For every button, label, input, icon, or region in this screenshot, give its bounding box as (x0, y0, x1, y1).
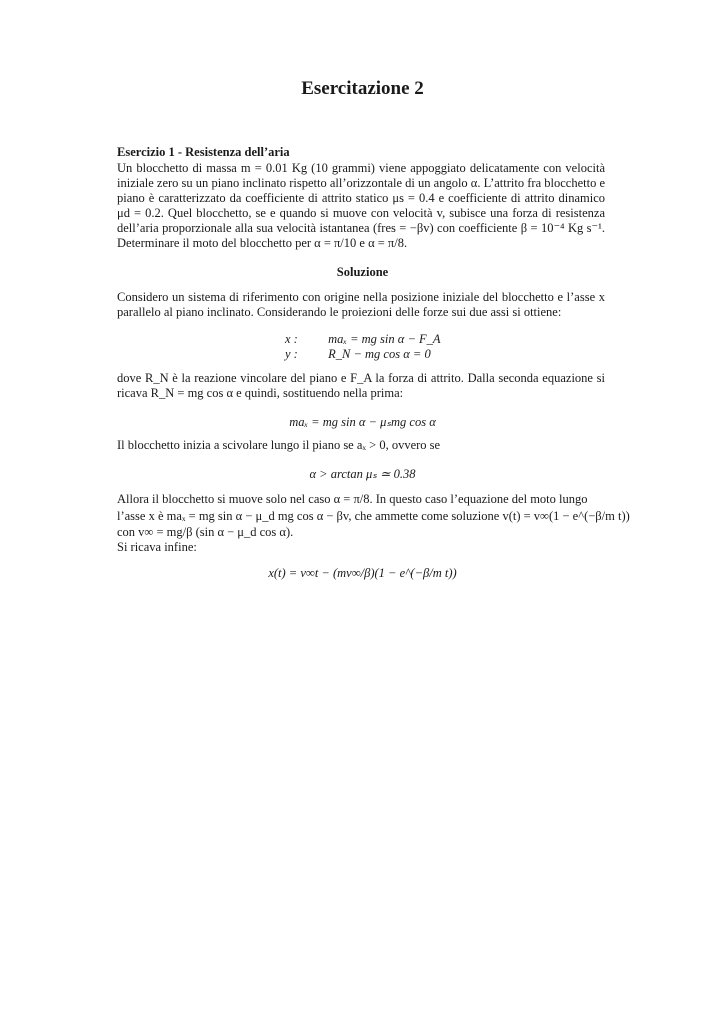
solution-paragraph-3: Il blocchetto inizia a scivolare lungo il piano se aₓ > 0, ovvero se (117, 438, 441, 452)
sys-y-label: y : (285, 347, 298, 361)
equation-system-row-y (285, 347, 431, 362)
solution-paragraph-2: dove R_N è la reazione vincolare del piano e F_A la forza di attrito. Dalla seconda equazione si ricava R_N = mg cos α e quindi, sostituendo nella prima: (117, 371, 605, 400)
exercise-text: Un blocchetto di massa m = 0.01 Kg (10 grammi) viene appoggiato delicatamente con velocità iniziale zero su un piano inclinato rispetto all’orizzontale di un angolo α. L’attrito fra blocchetto e piano è caratterizzato da coefficiente di attrito statico μs = 0.4 e coefficiente di attrito dinamico μd = 0.2. Quel blocchetto, se e quando si muove con velocità v, subisce una forza di resistenza dell’aria proporzionale alla sua velocità istantanea (fres = −βv) con coefficiente β = 10⁻⁴ Kg s⁻¹. Determinare il moto del blocchetto per α = π/10 e α = π/8. (117, 161, 605, 250)
sys-x-label: x : (285, 332, 298, 346)
equation-system-row-x (285, 332, 441, 347)
equation-4: x(t) = v∞t − (mv∞/β)(1 − e^(−β/m t)) (268, 566, 457, 580)
solution-paragraph-1: Considero un sistema di riferimento con origine nella posizione iniziale del blocchetto e l’asse x parallelo al piano inclinato. Considerando le proiezioni delle forze sui due assi si ottiene: (117, 290, 605, 319)
solution-paragraph-4-line-1: Allora il blocchetto si muove solo nel caso α = π/8. In questo caso l’equazione del moto lungo (117, 492, 588, 506)
equation-3: α > arctan μₛ ≃ 0.38 (309, 467, 416, 481)
solution-paragraph-4-line-4: Si ricava infine: (117, 540, 197, 554)
sys-y-equation: R_N − mg cos α = 0 (328, 347, 431, 361)
page-title: Esercitazione 2 (301, 78, 424, 99)
solution-paragraph-4-line-3: con v∞ = mg/β (sin α − μ_d cos α). (117, 525, 294, 539)
sys-x-equation: maₓ = mg sin α − F_A (328, 332, 441, 346)
solution-heading: Soluzione (336, 265, 389, 279)
solution-paragraph-4-line-2: l’asse x è maₓ = mg sin α − μ_d mg cos α − βv, che ammette come soluzione v(t) = v∞(1 − e^(−β/m t)) (117, 509, 630, 523)
exercise-heading: Esercizio 1 - Resistenza dell’aria (117, 145, 290, 159)
equation-2: maₓ = mg sin α − μₛmg cos α (289, 415, 436, 429)
